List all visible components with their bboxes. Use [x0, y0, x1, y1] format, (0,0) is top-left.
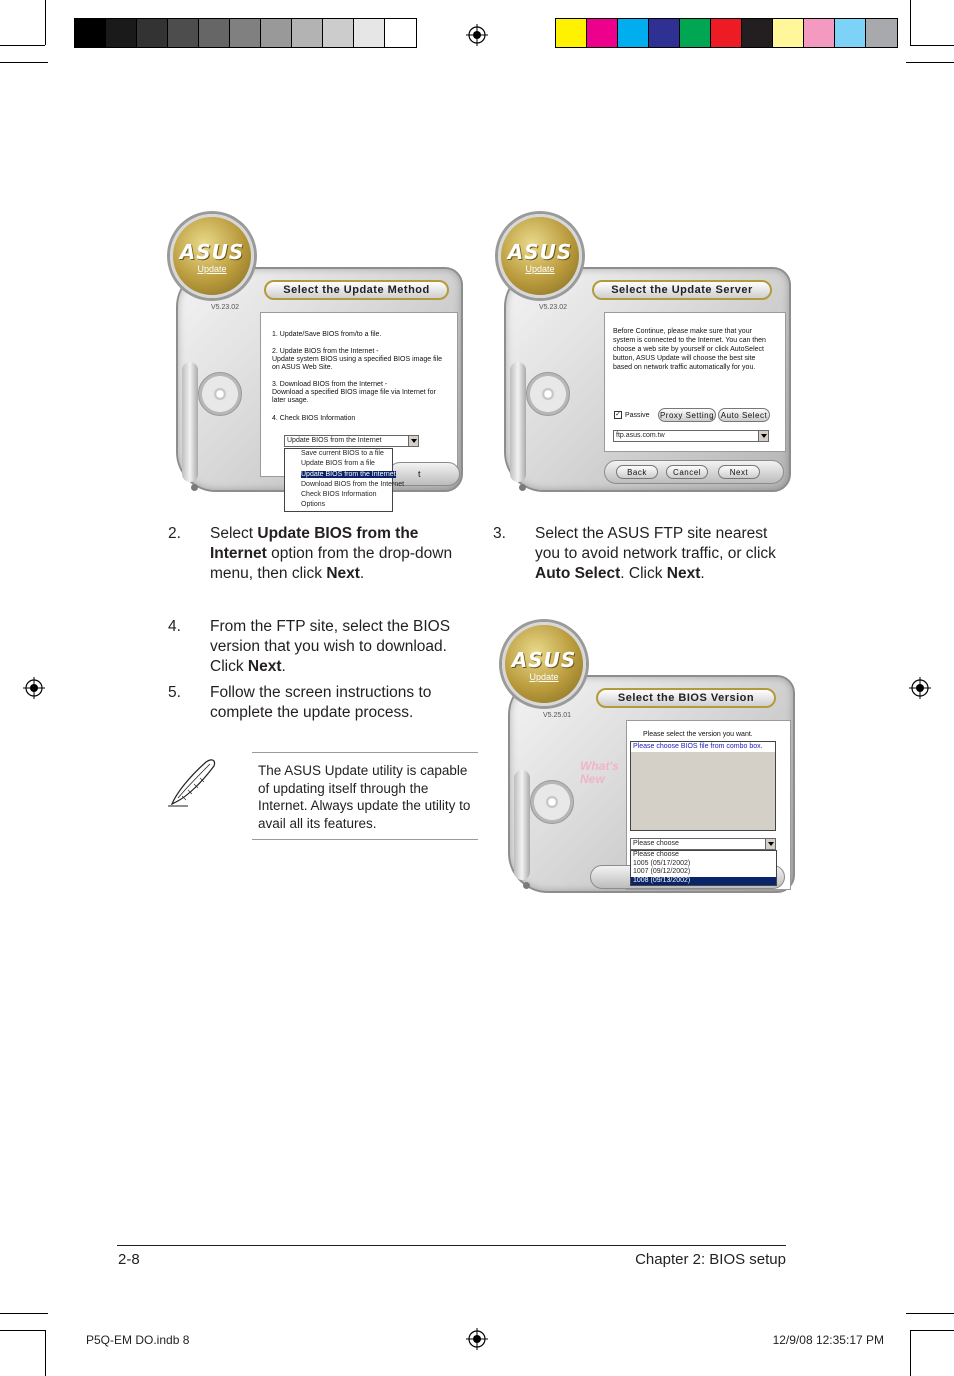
- gray-swatch: [106, 19, 137, 47]
- option-3: 3. Download BIOS from the Internet -: [272, 381, 388, 388]
- color-swatch: [618, 19, 649, 47]
- slug-filename: P5Q-EM DO.indb 8: [86, 1333, 190, 1347]
- gray-swatch: [199, 19, 230, 47]
- asus-logo: ASUS Update: [170, 214, 254, 298]
- registration-mark-icon: [909, 677, 931, 699]
- asus-update-window-server: ASUS Update V5.23.02 Select the Update Server Before Continue, please make sure that your system is connected to the Internet. You can then choose a web site by yourself or click AutoSelect button, ASUS Update will choose the best site based on network traffic automatically for you. ✓ Passive Proxy Setting Auto Select ftp.asus.com.tw Back Cancel Next: [496, 212, 796, 497]
- dropdown-item[interactable]: Download BIOS from the Internet: [301, 480, 405, 488]
- registration-mark-icon: [23, 677, 45, 699]
- passive-checkbox[interactable]: ✓: [615, 411, 621, 418]
- whats-new-label: What's New: [580, 759, 619, 786]
- color-swatch: [866, 19, 897, 47]
- page-number: 2-8: [118, 1251, 140, 1268]
- color-swatch: [649, 19, 680, 47]
- next-button-partial[interactable]: t: [418, 469, 421, 479]
- slug-timestamp: 12/9/08 12:35:17 PM: [772, 1333, 884, 1347]
- cd-icon: [530, 780, 574, 824]
- option-1: 1. Update/Save BIOS from/to a file.: [272, 331, 382, 338]
- note-top-rule: [252, 752, 478, 753]
- server-dropdown[interactable]: ftp.asus.com.tw: [613, 430, 769, 442]
- version-dropdown-list[interactable]: [630, 850, 777, 886]
- version-item[interactable]: 1007 (09/12/2002): [633, 868, 691, 875]
- server-message: Before Continue, please make sure that your system is connected to the Internet. You can then choose a web site by yourself or click AutoSelect button, ASUS Update will choose the best site based on network traffic automatically for you.: [613, 328, 766, 371]
- gray-swatch: [230, 19, 261, 47]
- dropdown-item[interactable]: Update BIOS from the Internet: [301, 470, 396, 478]
- asus-logo: ASUS Update: [502, 622, 586, 706]
- window-title: Select the BIOS Version: [596, 688, 776, 708]
- version-prompt: Please select the version you want.: [643, 731, 753, 738]
- gray-swatch: [261, 19, 292, 47]
- grayscale-color-bar: [74, 18, 417, 48]
- color-swatch: [773, 19, 804, 47]
- gray-swatch: [323, 19, 354, 47]
- chevron-down-icon[interactable]: [765, 839, 775, 849]
- registration-mark-icon: [466, 24, 488, 46]
- color-swatch: [742, 19, 773, 47]
- color-swatch: [711, 19, 742, 47]
- color-swatch: [680, 19, 711, 47]
- next-button[interactable]: Next: [718, 465, 760, 479]
- version-item[interactable]: 1005 (05/17/2002): [633, 859, 691, 867]
- dropdown-item[interactable]: Save current BIOS to a file: [301, 450, 384, 457]
- chevron-down-icon[interactable]: [408, 436, 418, 446]
- color-swatch: [587, 19, 618, 47]
- note-bottom-rule: [252, 839, 478, 840]
- gray-swatch: [137, 19, 168, 47]
- version-item[interactable]: Please choose: [633, 851, 679, 858]
- method-dropdown[interactable]: Update BIOS from the Internet: [284, 435, 419, 447]
- version-combobox[interactable]: Please choose: [630, 838, 776, 850]
- option-2: 2. Update BIOS from the Internet -: [272, 348, 379, 355]
- gray-swatch: [168, 19, 199, 47]
- gray-swatch: [292, 19, 323, 47]
- asus-logo: ASUS Update: [498, 214, 582, 298]
- back-button[interactable]: Back: [616, 465, 658, 479]
- chevron-down-icon[interactable]: [758, 431, 768, 441]
- asus-update-window-method: ASUS Update V5.23.02 Select the Update Method 1. Update/Save BIOS from/to a file. 2. Update BIOS from the Internet - Update system BIOS using a specified BIOS image file on ASUS Web Site. 3. Download BIOS from the Internet - Download a specified BIOS image file via Internet for later usage. 4. Check BIOS Information t Update BIOS from the Internet Save current BIOS to a file Update BIOS from a file Update BIOS from the Internet Download BIOS from the Internet Check BIOS Information Options: [168, 212, 468, 512]
- dropdown-item[interactable]: Options: [301, 501, 326, 509]
- option-4: 4. Check BIOS Information: [272, 415, 356, 422]
- gray-swatch: [354, 19, 385, 47]
- note-text: The ASUS Update utility is capable of updating itself through the Internet. Always update the utility to avail all its features.: [258, 763, 471, 831]
- version-item[interactable]: 1008 (09/13/2002): [631, 877, 776, 886]
- dropdown-item[interactable]: Check BIOS Information: [301, 491, 377, 499]
- window-title: Select the Update Method: [264, 280, 449, 300]
- cancel-button[interactable]: Cancel: [666, 465, 708, 479]
- chapter-title: Chapter 2: BIOS setup: [635, 1251, 786, 1268]
- method-dropdown-list[interactable]: [284, 448, 405, 512]
- proxy-setting-button[interactable]: Proxy Setting: [658, 408, 716, 422]
- version-listbox[interactable]: Please choose BIOS file from combo box.: [630, 741, 776, 831]
- asus-update-window-version: ASUS Update V5.25.01 Select the BIOS Version What's New Please select the version you want. Please choose BIOS file from combo box. Please choose Please choose 1005 (05/17/2002) 1007 (09/12/2002) 1008 (09/13/2002): [500, 620, 800, 905]
- gray-swatch: [385, 19, 416, 47]
- pen-icon: [166, 756, 220, 808]
- cd-icon: [526, 372, 570, 416]
- cd-icon: [198, 372, 242, 416]
- passive-label: Passive: [625, 412, 650, 419]
- color-swatch: [556, 19, 587, 47]
- auto-select-button[interactable]: Auto Select: [718, 408, 770, 422]
- color-swatch: [835, 19, 866, 47]
- process-color-bar: [555, 18, 898, 48]
- dropdown-item[interactable]: Update BIOS from a file: [301, 460, 375, 468]
- color-swatch: [804, 19, 835, 47]
- window-title: Select the Update Server: [592, 280, 772, 300]
- footer-rule: [117, 1245, 786, 1246]
- gray-swatch: [75, 19, 106, 47]
- registration-mark-icon: [466, 1328, 488, 1350]
